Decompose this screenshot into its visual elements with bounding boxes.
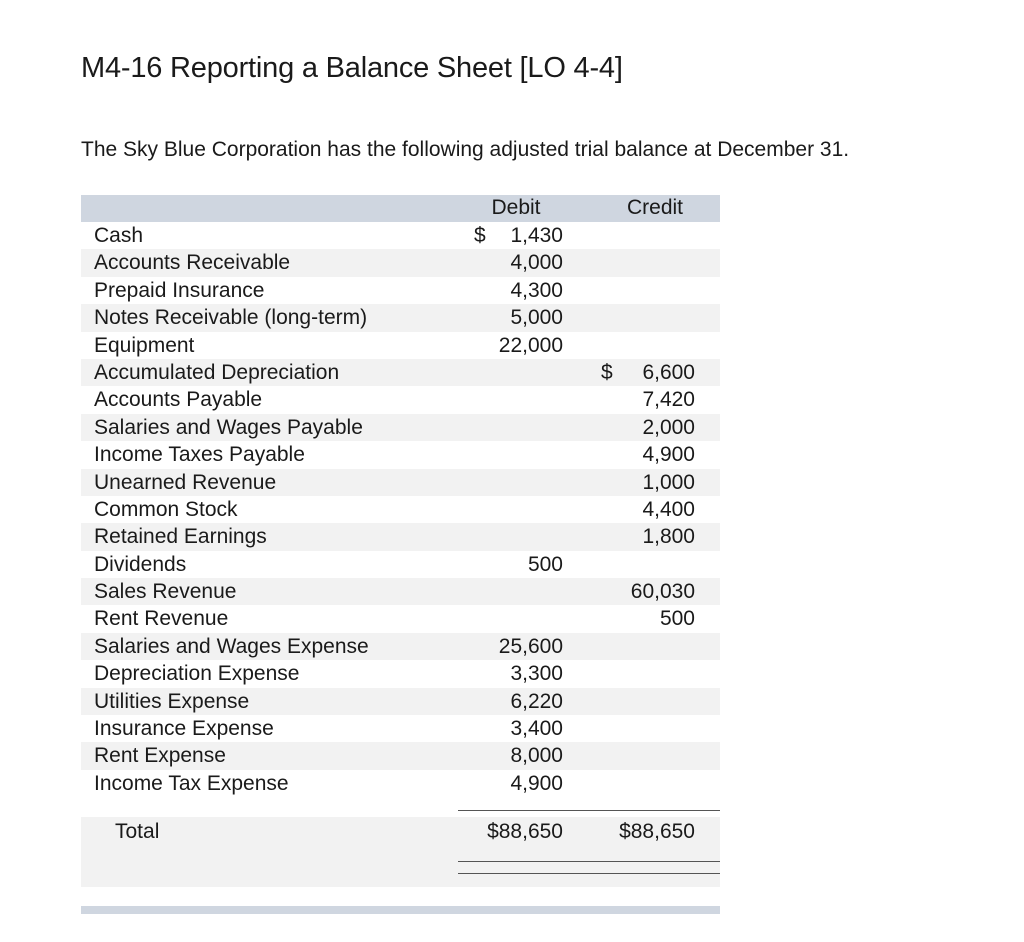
debit-amount: 4,900 bbox=[510, 771, 563, 795]
account-name: Accounts Payable bbox=[94, 388, 263, 412]
table-row bbox=[81, 523, 720, 550]
table-row bbox=[81, 715, 720, 742]
table-header bbox=[81, 195, 720, 222]
debit-amount: 4,300 bbox=[510, 278, 563, 302]
table-row bbox=[81, 304, 720, 331]
table-row bbox=[81, 578, 720, 605]
debit-amount: 3,400 bbox=[510, 717, 563, 741]
table-row bbox=[81, 551, 720, 578]
table-row bbox=[81, 770, 720, 797]
account-name: Rent Revenue bbox=[94, 607, 229, 631]
problem-intro: The Sky Blue Corporation has the following adjusted trial balance at December 31. bbox=[81, 138, 850, 161]
double-underline-bottom bbox=[458, 873, 720, 874]
credit-amount: $ 6,600 bbox=[601, 360, 695, 384]
table-row bbox=[81, 633, 720, 660]
double-underline-top bbox=[458, 861, 720, 862]
account-name: Salaries and Wages Expense bbox=[94, 634, 369, 658]
table-row bbox=[81, 496, 720, 523]
table-row bbox=[81, 605, 720, 632]
account-name: Income Tax Expense bbox=[94, 771, 289, 795]
credit-amount: 4,900 bbox=[642, 443, 695, 467]
table-body bbox=[81, 222, 720, 797]
table-footer-bar bbox=[81, 906, 720, 914]
credit-amount: 1,000 bbox=[642, 470, 695, 494]
credit-amount: 4,400 bbox=[642, 497, 695, 521]
debit-amount: $ 1,430 bbox=[474, 224, 563, 247]
single-underline bbox=[458, 810, 720, 811]
table-row bbox=[81, 469, 720, 496]
account-name: Prepaid Insurance bbox=[94, 278, 265, 302]
table-row bbox=[81, 277, 720, 304]
credit-amount: 60,030 bbox=[630, 580, 695, 604]
debit-amount: 8,000 bbox=[510, 744, 563, 768]
debit-header: Debit bbox=[491, 196, 541, 219]
total-row bbox=[81, 817, 720, 847]
total-label: Total bbox=[115, 820, 160, 844]
account-name: Sales Revenue bbox=[94, 580, 237, 604]
account-name: Notes Receivable (long-term) bbox=[94, 306, 368, 330]
table-row bbox=[81, 414, 720, 441]
debit-amount: 22,000 bbox=[498, 333, 563, 357]
double-rule-row bbox=[81, 847, 720, 887]
credit-header: Credit bbox=[626, 196, 684, 219]
account-name: Insurance Expense bbox=[94, 717, 274, 741]
account-name: Income Taxes Payable bbox=[94, 443, 305, 467]
credit-amount: 7,420 bbox=[642, 388, 695, 412]
debit-amount: 5,000 bbox=[510, 306, 563, 330]
account-name: Unearned Revenue bbox=[94, 470, 277, 494]
debit-amount: 6,220 bbox=[510, 689, 563, 713]
debit-amount: 3,300 bbox=[510, 662, 563, 686]
account-name: Equipment bbox=[94, 333, 195, 357]
account-name: Salaries and Wages Payable bbox=[94, 415, 363, 439]
credit-amount: 2,000 bbox=[642, 415, 695, 439]
debit-amount: 500 bbox=[527, 552, 563, 576]
subtotal-rule-row bbox=[81, 797, 720, 817]
account-name: Accumulated Depreciation bbox=[94, 360, 340, 384]
debit-amount: 4,000 bbox=[510, 251, 563, 275]
credit-amount: 500 bbox=[659, 607, 695, 631]
account-name: Cash bbox=[94, 224, 144, 247]
credit-amount: 1,800 bbox=[642, 525, 695, 549]
account-name: Retained Earnings bbox=[94, 525, 267, 549]
table-row bbox=[81, 742, 720, 769]
total-debit: $88,650 bbox=[487, 820, 563, 844]
table-row bbox=[81, 688, 720, 715]
table-row bbox=[81, 441, 720, 468]
trial-balance-table bbox=[81, 195, 720, 887]
table-row bbox=[81, 332, 720, 359]
account-name: Accounts Receivable bbox=[94, 251, 291, 275]
total-credit: $88,650 bbox=[619, 820, 695, 844]
table-row bbox=[81, 386, 720, 413]
table-row bbox=[81, 359, 720, 386]
table-row bbox=[81, 249, 720, 276]
table-row bbox=[81, 660, 720, 687]
table-row bbox=[81, 222, 720, 249]
debit-amount: 25,600 bbox=[498, 634, 563, 658]
page-title: M4-16 Reporting a Balance Sheet [LO 4-4] bbox=[81, 52, 623, 84]
account-name: Common Stock bbox=[94, 497, 238, 521]
account-name: Utilities Expense bbox=[94, 689, 250, 713]
account-name: Rent Expense bbox=[94, 744, 226, 768]
account-name: Depreciation Expense bbox=[94, 662, 300, 686]
account-name: Dividends bbox=[94, 552, 187, 576]
